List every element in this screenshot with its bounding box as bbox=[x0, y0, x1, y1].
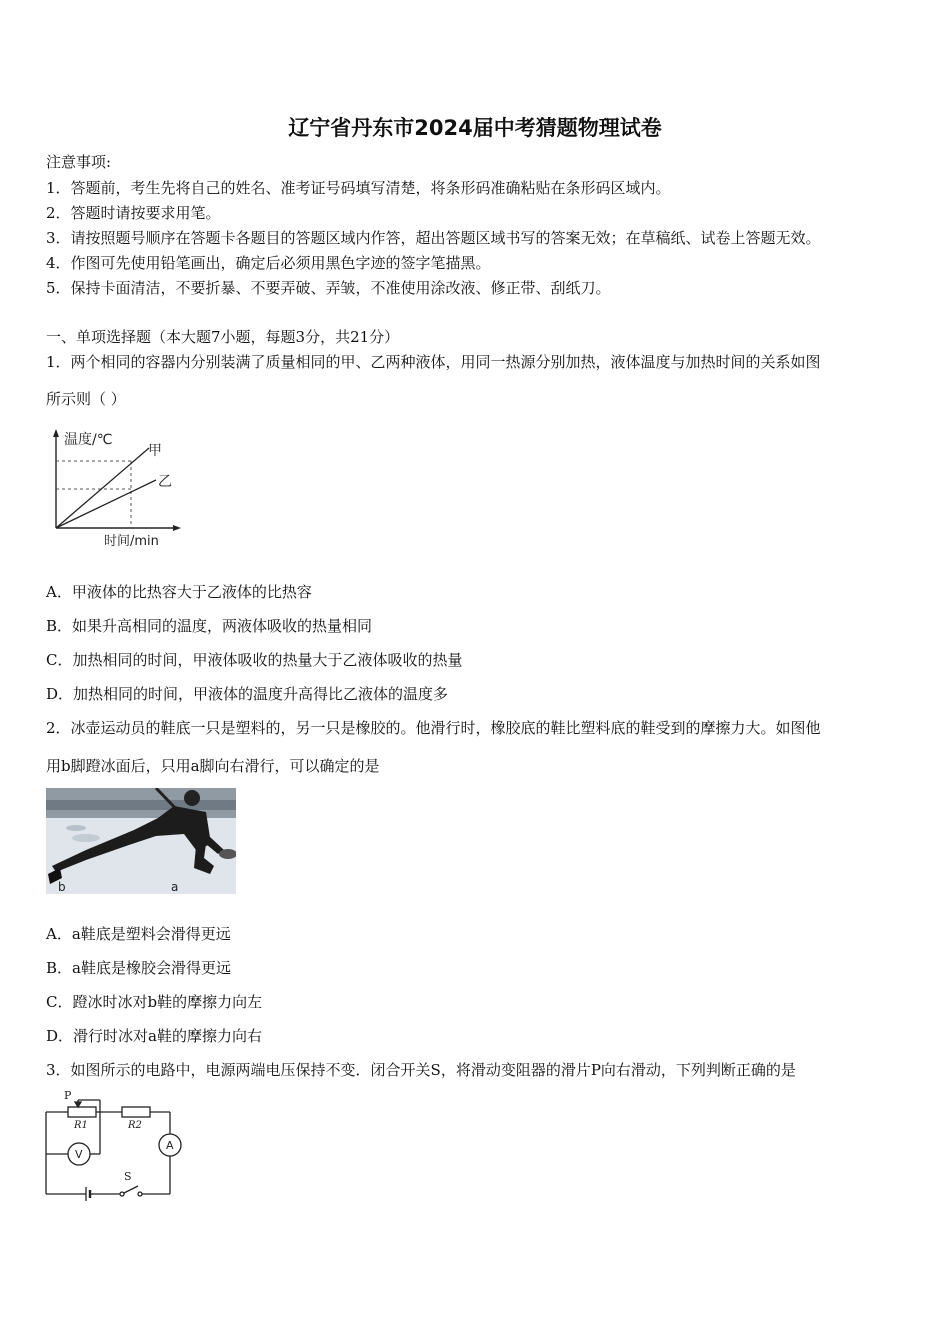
page-title: 辽宁省丹东市2024届中考猜题物理试卷 bbox=[288, 116, 662, 140]
y-axis-label: 温度/℃ bbox=[64, 432, 113, 448]
notice-heading: 注意事项: bbox=[46, 153, 112, 171]
notice-item: 3．请按照题号顺序在答题卡各题目的答题区域内作答，超出答题区域书写的答案无效；在草稿纸、试卷上答题无效。 bbox=[46, 229, 821, 247]
q1-option-d: D．加热相同的时间，甲液体的温度升高得比乙液体的温度多 bbox=[46, 685, 449, 703]
q1-option-b: B．如果升高相同的温度，两液体吸收的热量相同 bbox=[46, 617, 373, 635]
switch bbox=[124, 1186, 138, 1193]
q1-stem: 1．两个相同的容器内分别装满了质量相同的甲、乙两种液体，用同一热源分别加热，液体温度与加热时间的关系如图 bbox=[46, 353, 821, 371]
photo-label-a: a bbox=[171, 880, 179, 894]
line-jia-label: 甲 bbox=[148, 443, 162, 459]
switch-label: S bbox=[124, 1170, 132, 1183]
q3-stem: 3．如图所示的电路中，电源两端电压保持不变．闭合开关S，将滑动变阻器的滑片P向右滑动，下列判断正确的是 bbox=[46, 1061, 796, 1079]
r1-label: R1 bbox=[74, 1120, 88, 1131]
voltmeter-label: V bbox=[75, 1148, 83, 1161]
notice-item: 2．答题时请按要求用笔。 bbox=[46, 204, 221, 222]
q2-option-d: D．滑行时冰对a鞋的摩擦力向右 bbox=[46, 1027, 262, 1045]
q2-option-a: A．a鞋底是塑料会滑得更远 bbox=[46, 925, 231, 943]
photo-label-b: b bbox=[58, 880, 66, 894]
q1-option-c: C．加热相同的时间，甲液体吸收的热量大于乙液体吸收的热量 bbox=[46, 651, 463, 669]
q1-stem-cont: 所示则（ ） bbox=[46, 390, 126, 408]
r2-label: R2 bbox=[128, 1120, 142, 1131]
q2-option-c: C．蹬冰时冰对b鞋的摩擦力向左 bbox=[46, 993, 263, 1011]
line-yi-label: 乙 bbox=[158, 474, 172, 490]
x-axis-label: 时间/min bbox=[104, 534, 159, 549]
q1-option-a: A．甲液体的比热容大于乙液体的比热容 bbox=[46, 583, 312, 601]
resistor-r1 bbox=[68, 1107, 96, 1117]
resistor-r2 bbox=[122, 1107, 150, 1117]
q2-stem: 2．冰壶运动员的鞋底一只是塑料的，另一只是橡胶的。他滑行时，橡胶底的鞋比塑料底的鞋受到的摩擦力大。如图他 bbox=[46, 719, 821, 737]
notice-item: 1．答题前，考生先将自己的姓名、准考证号码填写清楚，将条形码准确粘贴在条形码区域内。 bbox=[46, 179, 671, 197]
slider-p-label: P bbox=[64, 1089, 72, 1102]
line-yi bbox=[56, 480, 156, 528]
temperature-time-graph bbox=[44, 428, 184, 550]
notice-item: 5．保持卡面清洁，不要折暴、不要弄破、弄皱，不准使用涂改液、修正带、刮纸刀。 bbox=[46, 279, 611, 297]
ammeter-label: A bbox=[166, 1139, 174, 1152]
q2-option-b: B．a鞋底是橡胶会滑得更远 bbox=[46, 959, 231, 977]
circuit-diagram bbox=[42, 1088, 192, 1206]
curling-photo bbox=[46, 788, 236, 894]
section-heading: 一、单项选择题（本大题7小题，每题3分，共21分） bbox=[46, 328, 400, 346]
line-jia bbox=[56, 448, 149, 528]
notice-item: 4．作图可先使用铅笔画出，确定后必须用黑色字迹的签字笔描黑。 bbox=[46, 254, 491, 272]
q2-stem-cont: 用b脚蹬冰面后，只用a脚向右滑行，可以确定的是 bbox=[46, 757, 380, 775]
